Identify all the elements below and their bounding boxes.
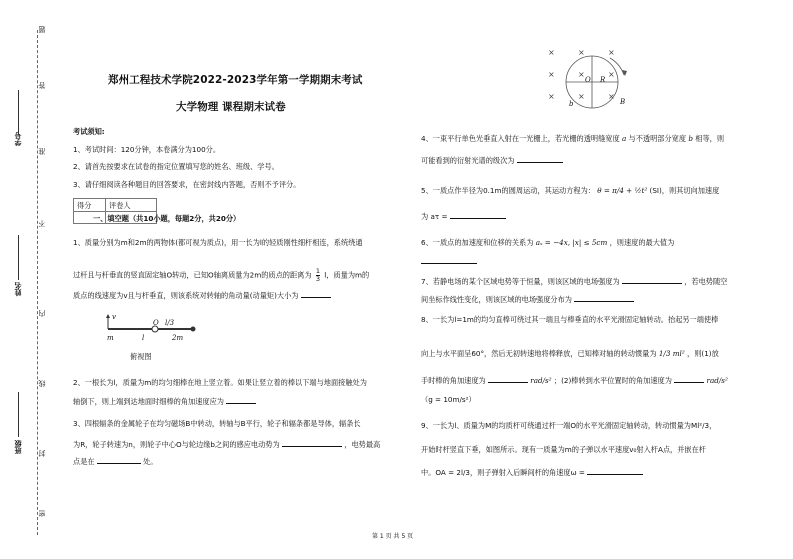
margin-label: 线 <box>38 380 46 387</box>
margin-label: 不 <box>38 220 46 227</box>
q8-line2 <box>421 349 719 359</box>
margin-labels <box>12 20 46 540</box>
fig3-label-r: R <box>600 76 606 84</box>
q4-line1 <box>421 134 724 144</box>
margin-label: 内 <box>38 310 46 317</box>
q6-condition: |x| ≤ 5cm <box>572 238 608 247</box>
q4-l1b: 与不透明部分宽度 <box>628 134 687 143</box>
q5-line1 <box>421 186 719 196</box>
q3-line2-text: 为R，轮子转速为n，则轮子中心O与轮边缘b之间的感应电动势为 <box>73 440 280 449</box>
class-line <box>18 392 19 437</box>
q1-figure <box>103 312 213 352</box>
q8-line4: （g = 10m/s²） <box>421 395 476 404</box>
q8-l3b: ；(2)棒转到水平位置时的角加速度为 <box>553 376 672 385</box>
velocity-arrowhead <box>106 314 110 318</box>
q3-line1: 3、四根辐条的金属轮子在均匀磁场B中转动，转轴与B平行，轮子和辐条都是导体，辐条长 <box>73 419 361 428</box>
q8-l2b: ，则(1)放 <box>687 349 719 358</box>
notice-item: 3、请仔细阅读各种题目的回答要求，在密封线内答题，否则不予评分。 <box>73 180 301 189</box>
q8-unit1: rad/s² <box>530 376 552 385</box>
q1-line1: 1、质量分别为m和2m的两物体(都可视为质点)，用一长为l的轻质刚性细杆相连，系统绕通 <box>73 238 363 247</box>
q1-fig-label-2m: 2m <box>172 334 184 342</box>
q6-l1: 6、一质点的加速度和位移的关系为 <box>421 238 534 247</box>
q1-fig-label-l: l <box>142 334 145 342</box>
q4-line2 <box>421 154 563 166</box>
q4-line2-text: 可能看到的衍射光谱的级次为 <box>421 156 515 165</box>
q2-answer-blank[interactable] <box>226 395 256 404</box>
cross: × <box>548 48 555 57</box>
score-box-divider <box>74 211 156 212</box>
q7-line2 <box>421 293 634 305</box>
cross: × <box>608 70 615 79</box>
q8-blank1[interactable] <box>488 374 528 383</box>
page-footer: 第 1 页 共 5 页 <box>372 533 414 540</box>
q2-line2 <box>73 395 256 407</box>
notice-item: 1、考试时间：120分钟，本卷满分为100分。 <box>73 145 221 154</box>
fig3-label-o: O <box>585 76 591 84</box>
exam-title: 郑州工程技术学院2022-2023学年第一学期期末考试 <box>108 74 363 86</box>
q8-l2a: 向上与水平面呈60°，然后无初转速地将棒释放，已知棒对轴的转动惯量为 <box>421 349 657 358</box>
section-heading: 一、填空题（共10小题，每题2分，共20分） <box>93 214 241 223</box>
student-id-line <box>18 90 19 135</box>
q7-line1 <box>421 275 727 287</box>
q6-equation: aₓ = −4x, <box>535 238 571 247</box>
cross: × <box>608 92 615 101</box>
class-label: 班级 <box>14 440 22 454</box>
q4-l1c: 相等，则 <box>695 134 725 143</box>
q7-l1b: ，若电势随空 <box>684 277 728 286</box>
q1-fraction <box>316 268 320 283</box>
q7-blank2[interactable] <box>574 293 634 302</box>
q8-l3a: 手时棒的角加速度为 <box>421 376 486 385</box>
margin-label: 封 <box>38 450 46 457</box>
margin-label: 准 <box>38 148 46 155</box>
q5-equation: θ = π/4 + ½t² <box>597 186 648 195</box>
q1-fig-label-l3: l/3 <box>165 319 175 327</box>
q1-line2b: l，质量为m的 <box>324 270 370 280</box>
mass-2m <box>191 327 196 332</box>
q3-line2 <box>73 438 380 450</box>
cross: × <box>578 70 585 79</box>
q5-line2-text: 为 aτ = <box>421 212 448 221</box>
q8-unit2: rad/s² <box>706 376 728 385</box>
margin-label: 答 <box>38 82 46 89</box>
q4-a: a <box>621 134 627 143</box>
q6-line1 <box>421 238 674 248</box>
q1-fig-label-m: m <box>107 334 114 342</box>
q1-line2 <box>73 268 369 283</box>
q3-emf-blank[interactable] <box>282 438 342 447</box>
notice-heading: 考试须知: <box>73 127 105 136</box>
q6-answer-blank[interactable] <box>421 255 477 264</box>
grader-cell: 评卷人 <box>109 201 131 210</box>
q1-frac-num: 1 <box>315 267 320 275</box>
q4-b: b <box>688 134 693 143</box>
q8-inertia: 1/3 ml² <box>658 349 685 358</box>
cross: × <box>578 92 585 101</box>
name-line <box>18 235 19 280</box>
score-cell: 得分 <box>77 201 92 210</box>
cross: × <box>548 70 555 79</box>
q8-line3 <box>421 374 728 386</box>
q1-line3 <box>73 289 331 301</box>
q4-answer-blank[interactable] <box>517 154 563 163</box>
q2-line1: 2、一根长为l，质量为m的均匀细棒在地上竖立着。如果让竖立着的棒以下端与地面接触处为 <box>73 378 367 387</box>
q3-point-blank[interactable] <box>97 455 141 464</box>
q1-line2a: 过杆且与杆垂直的竖直固定轴O转动，已知O轴离质量为2m的质点的距离为 <box>73 270 312 280</box>
q3-line3b: 处。 <box>143 457 158 466</box>
q3-line2b: ，电势最高 <box>344 440 381 449</box>
q9-line1: 9、一长为l、质量为M的均质杆可绕通过杆一端O的水平光滑固定轴转动，转动惯量为Ml²/3， <box>421 421 717 430</box>
student-id-label: 学号 <box>14 132 22 146</box>
notice-item: 2、请首先按要求在试卷的指定位置填写您的姓名、班级、学号。 <box>73 162 279 171</box>
q1-frac-den: 3 <box>315 275 320 283</box>
q9-line3 <box>421 466 643 478</box>
q9-answer-blank[interactable] <box>587 466 643 475</box>
cross: × <box>608 48 615 57</box>
margin-label: 密 <box>38 510 46 517</box>
q8-blank2[interactable] <box>674 374 704 383</box>
q7-blank1[interactable] <box>622 275 682 284</box>
fig3-label-b: b <box>569 100 574 108</box>
exam-subtitle: 大学物理 课程期末试卷 <box>176 101 286 113</box>
binding-line <box>37 30 38 535</box>
q6-l1b: ，则速度的最大值为 <box>609 238 675 247</box>
q9-line2: 开始时杆竖直下垂，如图所示。现有一质量为m的子弹以水平速度v₀射入杆A点，并嵌在杆 <box>421 445 706 454</box>
q2-line2-text: 轴倒下，则上端到达地面时细棒的角加速度应为 <box>73 397 224 406</box>
q5-l1: 5、一质点作半径为0.1m的圆周运动，其运动方程为： <box>421 186 595 195</box>
q3-line3 <box>73 455 158 467</box>
cross: × <box>578 48 585 57</box>
name-label: 姓名 <box>14 282 22 296</box>
cross: × <box>548 92 555 101</box>
q7-line2-text: 间坐标作线性变化，则该区域的电场强度分布为 <box>421 295 572 304</box>
fig3-label-b-field: B <box>620 98 626 106</box>
q5-l1b: (SI)，则其切向加速度 <box>649 186 720 195</box>
q1-fig-caption: 俯视图 <box>130 352 152 361</box>
q4-l1a: 4、一束平行单色光垂直入射在一光栅上，若光栅的透明缝宽度 <box>421 134 620 143</box>
q1-answer-blank[interactable] <box>301 289 331 298</box>
q5-answer-blank[interactable] <box>450 210 506 219</box>
q5-line2 <box>421 210 506 222</box>
q9-l3a: 中。OA = 2l/3，则子弹射入后瞬间杆的角速度ω = <box>421 468 585 477</box>
margin-label: 题 <box>38 26 46 33</box>
q3-line3-text: 点是在 <box>73 457 95 466</box>
q1-line3-text: 质点的线速度为v且与杆垂直，则该系统对转轴的角动量(动量矩)大小为 <box>73 291 299 300</box>
q7-l1: 7、若静电场的某个区域电势等于恒量，则该区域的电场强度为 <box>421 277 620 286</box>
q1-fig-label-o: O <box>153 319 159 327</box>
q1-fig-label-v: v <box>112 313 116 321</box>
q8-line1: 8、一长为l=1m的均匀直棒可绕过其一端且与棒垂直的水平光滑固定轴转动。抬起另一端使棒 <box>421 315 719 324</box>
